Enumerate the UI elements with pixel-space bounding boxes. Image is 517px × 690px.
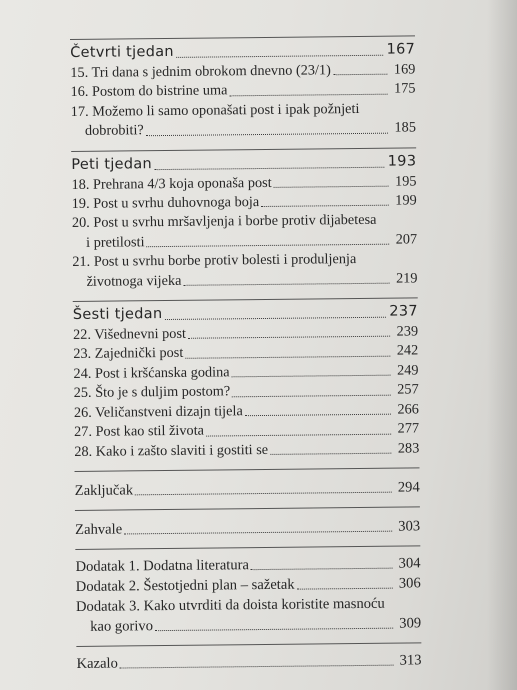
toc-entry <box>76 646 421 674</box>
back-matter-zahvale <box>75 506 420 540</box>
entry-title-continued: kao gorivo <box>90 618 154 635</box>
entry-title: 26. Veličanstveni dizajn tijela <box>73 402 243 421</box>
page-number: 239 <box>396 323 419 340</box>
entry-continuation <box>72 269 417 292</box>
page-shadow <box>487 0 517 690</box>
page-number: 309 <box>399 615 422 632</box>
toc-entry <box>74 439 419 462</box>
page-number: 219 <box>395 270 418 287</box>
page-number: 169 <box>393 61 416 78</box>
entry-title: 19. Post u svrhu duhovnoga boja <box>71 194 260 213</box>
leader-dots <box>261 205 389 207</box>
toc-entry <box>72 211 417 253</box>
page-number: 195 <box>394 173 417 190</box>
back-matter-kazalo <box>76 642 421 674</box>
entry-title: 25. Što je s duljim postom? <box>73 383 231 402</box>
leader-dots <box>185 356 390 359</box>
toc-entry <box>75 510 420 540</box>
page-number: 167 <box>386 41 416 58</box>
entry-title-continued: i pretilosti <box>86 234 145 251</box>
leader-dots <box>146 132 388 136</box>
leader-dots <box>333 74 387 76</box>
page-number: 199 <box>395 192 417 209</box>
leader-dots <box>229 93 387 96</box>
entry-title: 15. Tri dana s jednim obrokom dnevno (23/1) <box>70 62 331 81</box>
entry-title: Zahvale <box>75 521 123 538</box>
leader-dots <box>176 55 384 58</box>
page-number: 242 <box>396 342 419 360</box>
table-of-contents <box>70 35 422 673</box>
leader-dots <box>270 453 391 455</box>
leader-dots <box>188 336 390 339</box>
leader-dots <box>206 433 391 436</box>
entry-title: 23. Zajednički post <box>73 345 184 363</box>
leader-dots <box>297 588 393 590</box>
leader-dots <box>147 244 390 248</box>
heading-title: Šesti tjedan <box>72 306 163 324</box>
entry-continuation <box>71 119 416 142</box>
leader-dots <box>251 568 393 570</box>
toc-entry <box>72 250 417 292</box>
page-number: 313 <box>399 652 422 669</box>
page-number: 257 <box>397 381 419 398</box>
entry-title: 24. Post i kršćanska godina <box>73 364 230 382</box>
entry-title: 21. Post u svrhu borbe protiv bolesti i produljenja <box>72 251 357 271</box>
page-number: 306 <box>398 575 421 592</box>
section-sesti-tjedan <box>73 297 420 461</box>
page-number: 249 <box>396 362 419 379</box>
entry-title: 16. Postom do bistrine uma <box>70 82 228 101</box>
leader-dots <box>183 283 389 286</box>
page-number: 266 <box>397 401 419 418</box>
back-matter-zakljucak <box>75 467 420 501</box>
page-number: 303 <box>398 518 421 535</box>
entry-title-continued: dobrobiti? <box>84 122 144 140</box>
entry-title-continued: životnoga vijeka <box>86 272 182 290</box>
leader-dots <box>154 166 385 169</box>
entry-title: 17. Možemo li samo oponašati post i ipak požnjeti <box>70 100 360 120</box>
leader-dots <box>164 317 386 320</box>
heading-title: Peti tjedan <box>71 155 153 173</box>
page-number: 193 <box>387 153 417 170</box>
entry-title: 18. Prehrana 4/3 koja oponaša post <box>71 174 272 193</box>
heading-title: Četvrti tjedan <box>70 43 174 61</box>
leader-dots <box>155 628 393 631</box>
entry-title: Dodatak 2. Šestotjedni plan – sažetak <box>75 576 295 595</box>
entry-title: 27. Post kao stil života <box>74 422 205 441</box>
entry-title: Dodatak 1. Dodatna literatura <box>75 557 250 575</box>
page-number: 304 <box>398 555 421 572</box>
leader-dots <box>232 375 391 378</box>
page-number: 294 <box>397 479 420 496</box>
toc-entry <box>75 549 420 577</box>
section-peti-tjedan <box>71 147 417 292</box>
leader-dots <box>274 186 389 188</box>
page-number: 207 <box>395 231 418 248</box>
leader-dots <box>120 665 394 669</box>
entry-title: 22. Višednevni post <box>73 325 187 344</box>
section-cetvrti-tjedan <box>70 35 416 141</box>
page-number: 175 <box>394 80 416 98</box>
toc-entry <box>76 593 421 637</box>
entry-title: 28. Kako i zašto slaviti i gostiti se <box>74 441 269 460</box>
page-number: 277 <box>397 420 420 437</box>
entry-continuation <box>76 613 421 637</box>
leader-dots <box>135 492 392 496</box>
entry-title: 20. Post u svrhu mršavljenja i borbe protiv dijabetesa <box>71 212 377 232</box>
toc-entry <box>75 471 420 501</box>
page-number: 185 <box>394 119 417 136</box>
page-number: 283 <box>397 439 420 457</box>
entry-title: Kazalo <box>76 655 118 672</box>
toc-entry <box>71 99 416 141</box>
back-matter-dodaci <box>75 545 421 637</box>
leader-dots <box>245 414 391 417</box>
entry-title: Dodatak 3. Kako utvrditi da doista koristite masnoću <box>75 595 385 615</box>
page-number: 237 <box>389 303 418 320</box>
leader-dots <box>124 531 392 535</box>
leader-dots <box>232 394 391 397</box>
entry-title: Zaključak <box>74 482 134 499</box>
